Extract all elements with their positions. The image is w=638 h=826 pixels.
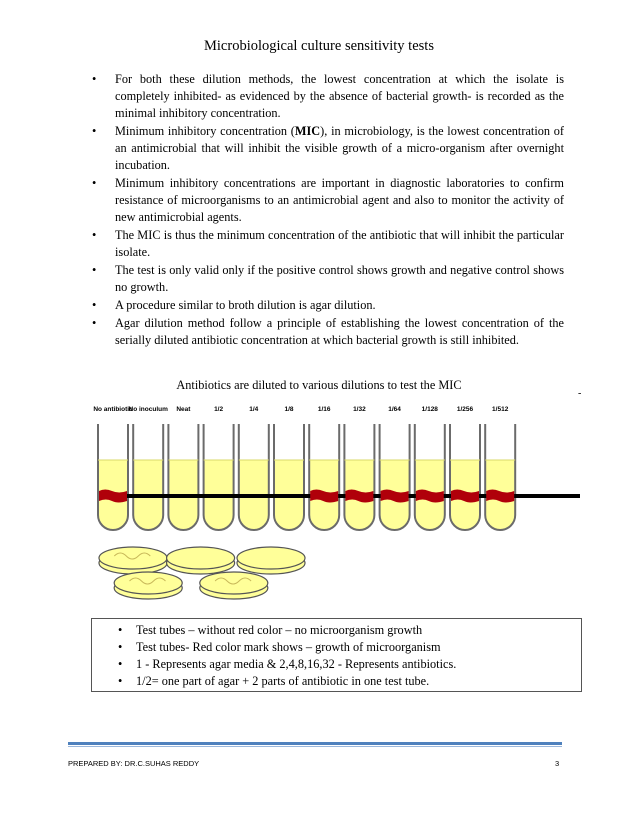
bullet-text: A procedure similar to broth dilution is agar dilution. bbox=[115, 298, 376, 312]
tube-label: 1/16 bbox=[317, 406, 331, 413]
bullet-list bbox=[92, 71, 564, 350]
petri-plate bbox=[99, 547, 167, 574]
legend-list bbox=[118, 622, 456, 690]
legend-text: Test tubes – without red color – no microorganism growth bbox=[136, 623, 423, 637]
bullet-dot: • bbox=[118, 623, 123, 637]
legend-box bbox=[91, 618, 582, 692]
plate-surface bbox=[114, 572, 182, 594]
bullet-text: The test is only valid only if the positive control shows growth and negative control shows no growth. bbox=[115, 263, 564, 294]
legend-text: 1 - Represents agar media & 2,4,8,16,32 - Represents antibiotics. bbox=[136, 657, 457, 671]
bullet-item bbox=[92, 123, 564, 174]
test-tube bbox=[168, 424, 198, 530]
legend-item bbox=[118, 622, 456, 639]
petri-plate bbox=[114, 572, 182, 599]
legend-item bbox=[118, 639, 456, 656]
bullet-item bbox=[92, 262, 564, 296]
petri-plate bbox=[200, 572, 268, 599]
mic-term: MIC bbox=[294, 124, 321, 138]
tube-label: Neat bbox=[176, 406, 191, 413]
test-tube bbox=[274, 424, 304, 530]
tube-label: 1/32 bbox=[353, 406, 366, 413]
bullet-dot: • bbox=[92, 72, 97, 86]
tube-label: 1/8 bbox=[284, 406, 294, 413]
tube-label: 1/64 bbox=[388, 406, 401, 413]
bullet-dot: • bbox=[92, 124, 97, 138]
tube-label: 1/4 bbox=[249, 406, 259, 413]
footer-rule-thin bbox=[68, 746, 562, 747]
tube-label: 1/512 bbox=[492, 406, 509, 413]
bullet-dot: • bbox=[92, 298, 97, 312]
legend-item bbox=[118, 656, 456, 673]
petri-plate bbox=[167, 547, 235, 574]
test-tube bbox=[344, 424, 374, 530]
test-tube bbox=[309, 424, 339, 530]
bullet-text-mic: Minimum inhibitory concentration (MIC), in microbiology, is the lowest concentration of an antimicrobial that will inhibit the visible growth of a micro-organism after overnight incubation. bbox=[115, 124, 565, 172]
plate-surface bbox=[167, 547, 235, 569]
caption-tick: - bbox=[578, 388, 582, 399]
test-tube bbox=[380, 424, 410, 530]
legend-item bbox=[118, 673, 456, 690]
petri-plate bbox=[237, 547, 305, 574]
plate-surface bbox=[200, 572, 268, 594]
bullet-item bbox=[92, 71, 564, 122]
test-tube bbox=[133, 424, 163, 530]
bullet-item bbox=[92, 297, 564, 314]
tube-label: 1/256 bbox=[456, 406, 474, 413]
bullet-dot: • bbox=[92, 176, 97, 190]
bullet-dot: • bbox=[92, 263, 97, 277]
tube-label: 1/2 bbox=[214, 406, 224, 413]
bullet-text: The MIC is thus the minimum concentration of the antibiotic that will inhibit the particular isolate. bbox=[115, 228, 564, 259]
bullet-item bbox=[92, 175, 564, 226]
test-tube bbox=[415, 424, 445, 530]
bullet-text: For both these dilution methods, the lowest concentration at which the isolate is completely inhibited- as evidenced by the absence of bacterial growth- is recorded as the minimal inhibitory concentration. bbox=[115, 72, 564, 120]
test-tube bbox=[98, 424, 128, 530]
page-title: Microbiological culture sensitivity tests bbox=[204, 38, 434, 54]
mic-dilution-diagram bbox=[92, 398, 586, 610]
test-tube bbox=[485, 424, 515, 530]
test-tube bbox=[204, 424, 234, 530]
plate-surface bbox=[237, 547, 305, 569]
footer-rule bbox=[68, 742, 562, 745]
bullet-item bbox=[92, 227, 564, 261]
plate-surface bbox=[99, 547, 167, 569]
tube-label: 1/128 bbox=[421, 406, 438, 413]
bullet-dot: • bbox=[118, 657, 123, 671]
footer-author: PREPARED BY: DR.C.SUHAS REDDY bbox=[68, 759, 200, 768]
bullet-text: Minimum inhibitory concentrations are important in diagnostic laboratories to confirm resistance of microorganisms to an antimicrobial agent and also to monitor the activity of new antimicrobial agents. bbox=[115, 176, 564, 224]
bullet-dot: • bbox=[92, 228, 97, 242]
tube-label: No inoculum bbox=[128, 406, 168, 413]
bullet-text: Agar dilution method follow a principle of establishing the lowest concentration of the serially diluted antibiotic concentration at which bacterial growth is still inhibited. bbox=[115, 316, 564, 347]
legend-text: Test tubes- Red color mark shows – growth of microorganism bbox=[136, 640, 441, 654]
bullet-dot: • bbox=[118, 674, 123, 688]
test-tube bbox=[239, 424, 269, 530]
bullet-dot: • bbox=[92, 316, 97, 330]
tube-label: No antibiotic bbox=[93, 406, 133, 413]
bullet-dot: • bbox=[118, 640, 123, 654]
figure-caption: Antibiotics are diluted to various dilutions to test the MIC bbox=[176, 378, 462, 392]
page-number: 3 bbox=[555, 759, 560, 768]
test-tube bbox=[450, 424, 480, 530]
legend-text: 1/2= one part of agar + 2 parts of antibiotic in one test tube. bbox=[136, 674, 430, 688]
bullet-item bbox=[92, 315, 564, 349]
